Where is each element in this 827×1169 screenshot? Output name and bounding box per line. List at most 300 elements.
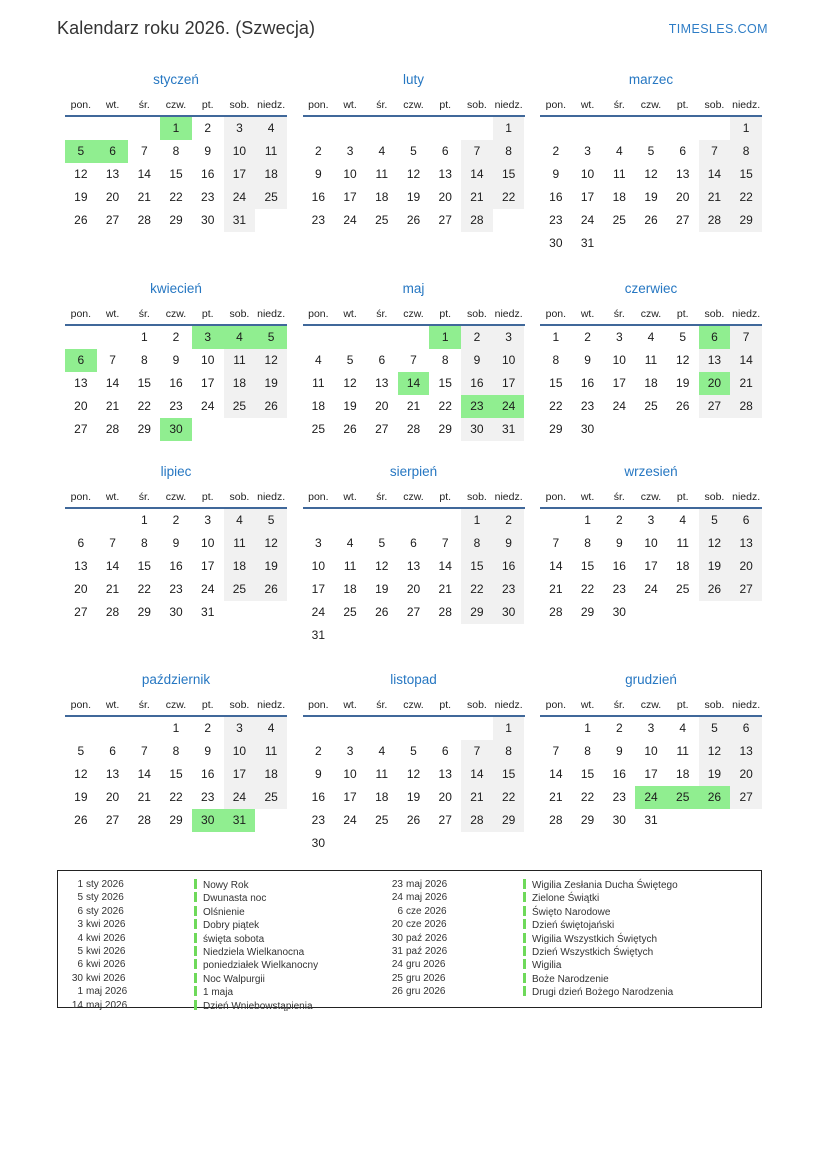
week-row xyxy=(540,117,762,140)
weekday-header: pt. xyxy=(201,699,214,711)
legend-date: 3 kwi 2026 xyxy=(70,919,194,932)
day-cell: 22 xyxy=(493,786,525,809)
day-cell: 20 xyxy=(74,582,88,596)
weekday-header: wt. xyxy=(105,699,120,711)
day-cell-empty xyxy=(493,832,525,855)
day-cell: 3 xyxy=(647,513,655,527)
day-cell-empty xyxy=(635,601,667,624)
day-cell: 21 xyxy=(461,186,493,209)
day-cell: 18 xyxy=(311,399,326,413)
day-cell-empty xyxy=(65,326,97,349)
day-cell: 22 xyxy=(137,399,151,413)
week-row xyxy=(65,717,287,740)
day-cell: 22 xyxy=(169,790,183,804)
day-cell: 29 xyxy=(730,209,762,232)
day-cell: 20 xyxy=(105,790,120,804)
legend-holiday-name: Drugi dzień Bożego Narodzenia xyxy=(523,986,761,999)
day-cell: 16 xyxy=(549,190,563,204)
day-cell: 27 xyxy=(74,605,88,619)
day-cell: 17 xyxy=(343,790,357,804)
day-cell: 17 xyxy=(224,763,256,786)
day-cell-empty xyxy=(366,624,398,647)
weekday-header: śr. xyxy=(138,491,150,503)
day-cell: 28 xyxy=(137,213,151,227)
weekday-header-row xyxy=(540,486,762,509)
legend-date-day: 20 xyxy=(391,919,403,931)
day-cell: 27 xyxy=(676,213,690,227)
weekday-header-row xyxy=(65,486,287,509)
page-header xyxy=(57,18,768,39)
day-cell: 14 xyxy=(438,559,452,573)
day-cell: 26 xyxy=(255,395,287,418)
day-cell-empty xyxy=(398,326,430,349)
day-cell: 28 xyxy=(461,209,493,232)
day-cell-empty xyxy=(667,601,699,624)
legend-holiday-name: Nowy Rok xyxy=(194,879,390,892)
day-cell: 27 xyxy=(406,605,421,619)
weekday-header: czw. xyxy=(403,491,424,503)
weekday-header: pon. xyxy=(70,491,92,503)
holidays-legend-grid xyxy=(70,879,761,1013)
day-cell: 1 xyxy=(140,513,148,527)
day-cell-empty xyxy=(540,117,572,140)
weekday-header: wt. xyxy=(343,308,357,320)
day-cell-empty xyxy=(65,717,97,740)
weekday-header: niedz. xyxy=(732,699,761,711)
legend-date-day: 5 xyxy=(77,892,83,904)
day-cell: 13 xyxy=(105,167,120,181)
day-cell: 22 xyxy=(493,186,525,209)
day-cell-empty xyxy=(224,601,256,624)
legend-holiday-name: Wigilia Zesłania Ducha Świętego xyxy=(523,879,761,892)
day-cell: 7 xyxy=(109,353,116,367)
month-title: maj xyxy=(402,281,425,296)
legend-date-day: 14 xyxy=(71,999,83,1011)
day-cell: 30 xyxy=(612,813,626,827)
day-cell: 21 xyxy=(137,790,151,804)
week-row xyxy=(540,578,762,601)
legend-date-day: 31 xyxy=(391,946,403,958)
weekday-header: wt. xyxy=(343,699,357,711)
day-cell: 23 xyxy=(311,213,326,227)
month-czerwiec xyxy=(540,281,762,464)
weekday-header: niedz. xyxy=(257,99,286,111)
month-title: kwiecień xyxy=(150,281,202,296)
day-cell: 11 xyxy=(224,532,256,555)
day-cell: 9 xyxy=(615,536,623,550)
day-cell-empty xyxy=(667,418,699,441)
day-cell-empty xyxy=(429,717,461,740)
day-cell: 13 xyxy=(699,349,731,372)
month-title: listopad xyxy=(390,672,437,687)
day-cell-empty xyxy=(334,832,366,855)
day-cell: 1 xyxy=(493,117,525,140)
day-cell: 27 xyxy=(438,213,452,227)
day-cell: 17 xyxy=(644,559,658,573)
weekday-header: śr. xyxy=(138,308,150,320)
holiday-marker-icon xyxy=(523,986,526,996)
day-cell: 22 xyxy=(438,399,452,413)
day-cell: 26 xyxy=(699,578,731,601)
day-cell: 13 xyxy=(438,167,452,181)
day-cell: 8 xyxy=(140,536,148,550)
day-cell: 1 xyxy=(552,330,560,344)
day-cell: 10 xyxy=(224,740,256,763)
weekday-header-row xyxy=(65,303,287,326)
day-cell: 23 xyxy=(612,790,626,804)
day-cell: 14 xyxy=(461,763,493,786)
day-cell: 20 xyxy=(438,190,452,204)
day-cell: 18 xyxy=(375,190,389,204)
weekday-header: niedz. xyxy=(494,308,523,320)
day-cell: 20 xyxy=(74,399,88,413)
day-cell: 24 xyxy=(635,786,667,809)
day-cell: 14 xyxy=(699,163,731,186)
weekday-header: pt. xyxy=(676,699,689,711)
day-cell: 5 xyxy=(255,509,287,532)
day-cell: 6 xyxy=(109,744,116,758)
weekday-header: pt. xyxy=(439,308,452,320)
day-cell: 20 xyxy=(375,399,389,413)
week-row xyxy=(303,717,525,740)
week-row xyxy=(540,717,762,740)
day-cell: 16 xyxy=(169,559,183,573)
legend-holiday-name: Wigilia Wszystkich Świętych xyxy=(523,933,761,946)
week-row xyxy=(540,140,762,163)
day-cell-empty xyxy=(635,117,667,140)
weekday-header: pon. xyxy=(545,491,567,503)
week-row xyxy=(303,395,525,418)
weekday-header: wt. xyxy=(580,491,595,503)
day-cell: 4 xyxy=(224,509,256,532)
day-cell: 19 xyxy=(644,190,658,204)
weekday-header: czw. xyxy=(165,308,187,320)
month-listopad xyxy=(303,672,525,870)
day-cell: 12 xyxy=(255,349,287,372)
day-cell: 4 xyxy=(679,721,687,735)
weekday-header: sob. xyxy=(704,99,725,111)
day-cell: 14 xyxy=(105,559,120,573)
day-cell: 10 xyxy=(612,353,626,367)
weekday-header-row xyxy=(65,94,287,117)
day-cell: 30 xyxy=(192,809,224,832)
day-cell: 16 xyxy=(311,790,326,804)
month-luty xyxy=(303,72,525,281)
day-cell: 9 xyxy=(172,353,180,367)
day-cell-empty xyxy=(603,117,635,140)
holiday-marker-icon xyxy=(194,1000,197,1010)
week-row xyxy=(540,601,762,624)
day-cell: 28 xyxy=(406,422,421,436)
day-cell: 20 xyxy=(699,372,731,395)
day-cell: 17 xyxy=(580,190,595,204)
day-cell-empty xyxy=(366,117,398,140)
weekday-header: śr. xyxy=(613,699,625,711)
day-cell: 15 xyxy=(580,767,595,781)
week-row xyxy=(65,809,287,832)
day-cell-empty xyxy=(540,509,572,532)
week-row xyxy=(65,140,287,163)
holiday-marker-icon xyxy=(194,892,197,902)
day-cell: 2 xyxy=(461,326,493,349)
legend-holiday-name: poniedziałek Wielkanocny xyxy=(194,959,390,972)
week-row xyxy=(303,349,525,372)
holiday-marker-icon xyxy=(523,946,526,956)
day-cell: 11 xyxy=(224,349,256,372)
day-cell: 29 xyxy=(461,601,493,624)
day-cell: 2 xyxy=(615,513,623,527)
weekday-header-row xyxy=(303,694,525,717)
legend-date: 5 sty 2026 xyxy=(70,892,194,905)
weekday-header: sob. xyxy=(466,308,487,320)
weekday-header: czw. xyxy=(640,308,662,320)
day-cell: 24 xyxy=(580,213,595,227)
month-title: październik xyxy=(141,672,211,687)
month-title: luty xyxy=(402,72,424,87)
weekday-header: śr. xyxy=(376,699,388,711)
legend-holiday-name: Niedziela Wielkanocna xyxy=(194,946,390,959)
weekday-header: niedz. xyxy=(494,491,523,503)
month-grudzień xyxy=(540,672,762,870)
week-row xyxy=(65,418,287,441)
week-row xyxy=(303,186,525,209)
day-cell: 29 xyxy=(580,813,595,827)
day-cell: 4 xyxy=(647,330,655,344)
day-cell: 13 xyxy=(105,767,120,781)
day-cell-empty xyxy=(730,418,762,441)
day-cell: 30 xyxy=(493,601,525,624)
day-cell: 3 xyxy=(647,721,655,735)
day-cell-empty xyxy=(667,232,699,255)
day-cell: 3 xyxy=(615,330,623,344)
day-cell: 23 xyxy=(169,582,183,596)
day-cell: 8 xyxy=(584,744,591,758)
week-row xyxy=(65,601,287,624)
day-cell: 18 xyxy=(612,190,626,204)
day-cell: 13 xyxy=(438,767,452,781)
day-cell: 4 xyxy=(378,744,386,758)
day-cell: 26 xyxy=(406,813,421,827)
week-row xyxy=(540,163,762,186)
day-cell: 8 xyxy=(140,353,148,367)
day-cell-empty xyxy=(398,624,430,647)
day-cell: 12 xyxy=(644,167,658,181)
week-row xyxy=(303,418,525,441)
day-cell-empty xyxy=(192,418,224,441)
weekday-header: sob. xyxy=(704,491,725,503)
legend-date: 23 maj 2026 xyxy=(391,879,448,890)
day-cell: 30 xyxy=(461,418,493,441)
day-cell: 7 xyxy=(699,140,731,163)
weekday-header: wt. xyxy=(343,99,357,111)
day-cell: 30 xyxy=(612,605,626,619)
day-cell: 13 xyxy=(74,376,88,390)
day-cell-empty xyxy=(461,717,493,740)
day-cell: 6 xyxy=(730,509,762,532)
day-cell: 30 xyxy=(169,605,183,619)
day-cell: 14 xyxy=(730,349,762,372)
weekday-header: sob. xyxy=(466,99,487,111)
day-cell: 2 xyxy=(552,144,560,158)
site-logo-link[interactable]: TIMESLES.COM xyxy=(668,22,768,36)
day-cell-empty xyxy=(699,809,731,832)
weekday-header: pt. xyxy=(439,99,452,111)
day-cell: 2 xyxy=(315,144,322,158)
holiday-marker-icon xyxy=(194,919,197,929)
day-cell-empty xyxy=(699,418,731,441)
month-title: styczeń xyxy=(153,72,199,87)
day-cell: 8 xyxy=(552,353,560,367)
day-cell: 21 xyxy=(699,186,731,209)
day-cell: 28 xyxy=(549,813,563,827)
day-cell: 22 xyxy=(730,186,762,209)
day-cell: 14 xyxy=(549,559,563,573)
legend-date-day: 24 xyxy=(391,959,403,971)
week-row xyxy=(303,532,525,555)
day-cell: 26 xyxy=(406,213,421,227)
day-cell: 13 xyxy=(74,559,88,573)
day-cell: 15 xyxy=(169,767,183,781)
week-row xyxy=(540,809,762,832)
day-cell: 16 xyxy=(201,167,215,181)
day-cell: 19 xyxy=(74,790,88,804)
weekday-header: wt. xyxy=(343,491,357,503)
day-cell: 10 xyxy=(644,536,658,550)
day-cell: 27 xyxy=(105,213,120,227)
day-cell: 27 xyxy=(74,422,88,436)
weekday-header: sob. xyxy=(466,491,487,503)
day-cell: 1 xyxy=(160,117,192,140)
day-cell: 25 xyxy=(255,786,287,809)
day-cell-empty xyxy=(603,418,635,441)
day-cell: 12 xyxy=(699,740,731,763)
weekday-header: śr. xyxy=(376,308,388,320)
weekday-header: czw. xyxy=(403,699,424,711)
day-cell: 9 xyxy=(204,744,212,758)
legend-date-day: 24 xyxy=(391,892,403,904)
day-cell: 5 xyxy=(410,144,417,158)
weekday-header: pon. xyxy=(545,308,567,320)
day-cell: 21 xyxy=(105,582,120,596)
day-cell: 14 xyxy=(105,376,120,390)
legend-date: 4 kwi 2026 xyxy=(70,933,194,946)
weekday-header: pt. xyxy=(676,491,689,503)
day-cell: 20 xyxy=(676,190,690,204)
weekday-header: pon. xyxy=(308,308,329,320)
holiday-marker-icon xyxy=(194,933,197,943)
day-cell: 21 xyxy=(461,786,493,809)
day-cell: 8 xyxy=(730,140,762,163)
legend-date-day: 4 xyxy=(77,932,83,944)
day-cell: 26 xyxy=(676,399,690,413)
day-cell-empty xyxy=(334,624,366,647)
holiday-marker-icon xyxy=(523,933,526,943)
legend-holiday-name: Dzień świętojański xyxy=(523,919,761,932)
day-cell: 5 xyxy=(410,744,417,758)
month-maj xyxy=(303,281,525,464)
legend-date-day: 6 xyxy=(397,905,403,917)
holiday-marker-icon xyxy=(523,919,526,929)
day-cell: 21 xyxy=(549,582,563,596)
legend-holiday-name: Noc Walpurgii xyxy=(194,973,390,986)
day-cell: 26 xyxy=(375,605,389,619)
day-cell: 13 xyxy=(406,559,421,573)
day-cell: 1 xyxy=(429,326,461,349)
day-cell: 3 xyxy=(584,144,591,158)
day-cell: 3 xyxy=(224,717,256,740)
weekday-header: pt. xyxy=(676,308,689,320)
day-cell: 29 xyxy=(137,422,151,436)
day-cell: 4 xyxy=(224,326,256,349)
day-cell: 5 xyxy=(346,353,354,367)
day-cell: 25 xyxy=(375,213,389,227)
weekday-header: czw. xyxy=(165,699,187,711)
day-cell: 10 xyxy=(201,536,215,550)
day-cell: 26 xyxy=(343,422,357,436)
weekday-header: śr. xyxy=(613,491,625,503)
day-cell: 7 xyxy=(552,744,560,758)
day-cell: 25 xyxy=(224,578,256,601)
week-row xyxy=(540,786,762,809)
day-cell: 9 xyxy=(461,349,493,372)
day-cell: 19 xyxy=(406,190,421,204)
week-row xyxy=(65,740,287,763)
day-cell: 4 xyxy=(315,353,322,367)
week-row xyxy=(540,532,762,555)
day-cell: 6 xyxy=(441,144,449,158)
day-cell: 28 xyxy=(699,209,731,232)
weekday-header: niedz. xyxy=(257,491,286,503)
day-cell: 10 xyxy=(201,353,215,367)
day-cell-empty xyxy=(303,117,335,140)
day-cell-empty xyxy=(65,117,97,140)
day-cell-empty xyxy=(398,117,430,140)
day-cell: 29 xyxy=(438,422,452,436)
day-cell: 29 xyxy=(493,809,525,832)
day-cell: 2 xyxy=(204,121,212,135)
holiday-marker-icon xyxy=(194,879,197,889)
day-cell: 29 xyxy=(549,422,563,436)
day-cell: 5 xyxy=(679,330,687,344)
day-cell: 24 xyxy=(644,582,658,596)
day-cell-empty xyxy=(334,326,366,349)
day-cell: 6 xyxy=(699,326,731,349)
day-cell-empty xyxy=(97,326,129,349)
day-cell: 25 xyxy=(343,605,357,619)
day-cell-empty xyxy=(699,117,731,140)
month-lipiec xyxy=(65,464,287,672)
day-cell: 31 xyxy=(224,209,256,232)
day-cell: 20 xyxy=(406,582,421,596)
weekday-header: wt. xyxy=(580,99,595,111)
day-cell-empty xyxy=(255,601,287,624)
month-title: wrzesień xyxy=(624,464,678,479)
day-cell: 16 xyxy=(580,376,595,390)
legend-date xyxy=(390,1000,523,1013)
day-cell: 7 xyxy=(109,536,116,550)
week-row xyxy=(540,509,762,532)
day-cell: 11 xyxy=(255,740,287,763)
week-row xyxy=(540,740,762,763)
day-cell-empty xyxy=(493,624,525,647)
day-cell: 3 xyxy=(346,744,354,758)
day-cell-empty xyxy=(97,117,129,140)
day-cell: 17 xyxy=(612,376,626,390)
day-cell: 3 xyxy=(224,117,256,140)
day-cell: 5 xyxy=(65,140,97,163)
day-cell: 9 xyxy=(315,167,322,181)
day-cell: 23 xyxy=(169,399,183,413)
